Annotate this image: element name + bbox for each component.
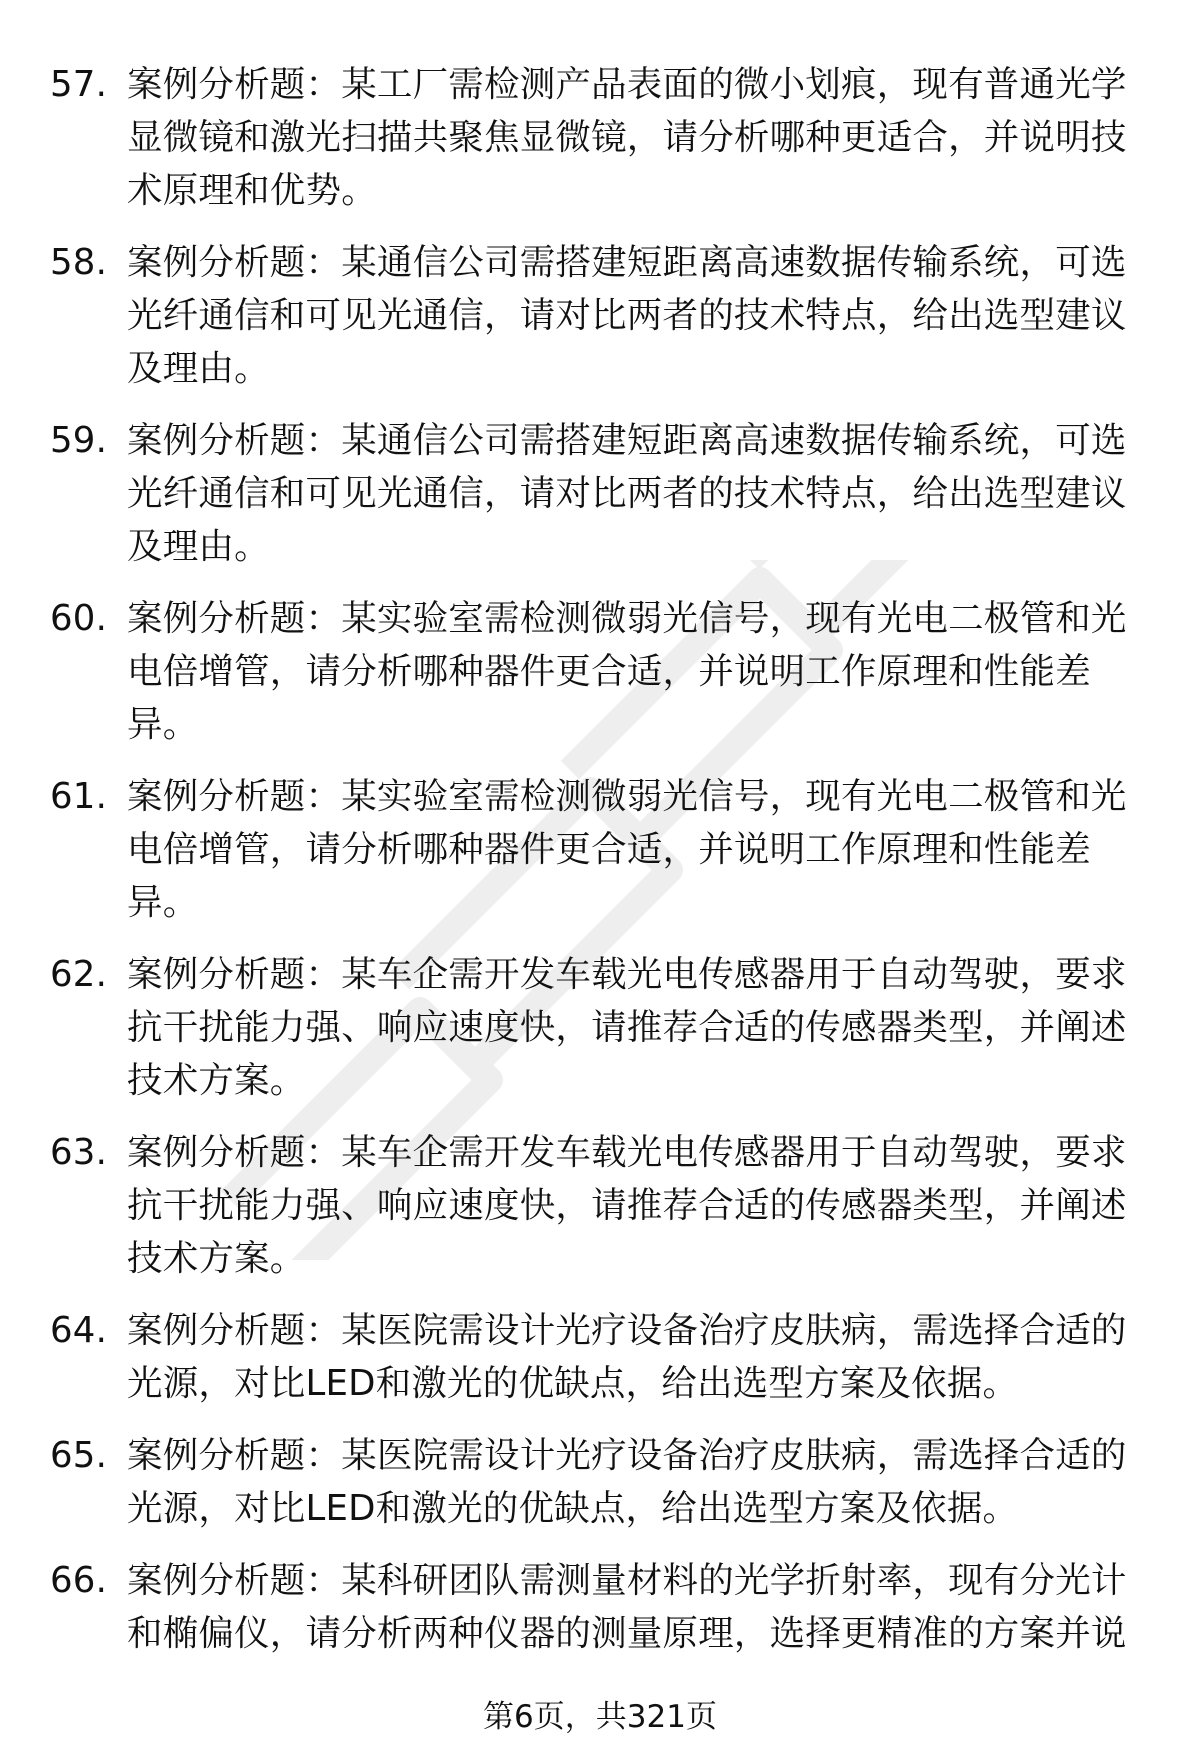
question-number: 65.: [50, 1435, 108, 1476]
question-item: [50, 948, 1160, 1107]
page-footer: [0, 1693, 1200, 1741]
question-text: 案例分析题：某医院需设计光疗设备治疗皮肤病，需选择合适的光源，对比LED和激光的优缺点，给出选型方案及依据。: [127, 1435, 1127, 1529]
question-number: 60.: [50, 598, 108, 639]
question-number: 59.: [50, 420, 108, 461]
question-list: [50, 58, 1160, 1679]
question-number: 58.: [50, 242, 108, 283]
question-item: [50, 770, 1160, 929]
question-text: 案例分析题：某工厂需检测产品表面的微小划痕，现有普通光学显微镜和激光扫描共聚焦显微镜，请分析哪种更适合，并说明技术原理和优势。: [127, 64, 1127, 211]
question-text: 案例分析题：某医院需设计光疗设备治疗皮肤病，需选择合适的光源，对比LED和激光的优缺点，给出选型方案及依据。: [127, 1310, 1127, 1404]
question-item: [50, 592, 1160, 751]
question-text: 案例分析题：某通信公司需搭建短距离高速数据传输系统，可选光纤通信和可见光通信，请对比两者的技术特点，给出选型建议及理由。: [127, 242, 1127, 389]
question-item: [50, 1429, 1160, 1535]
question-text: 案例分析题：某通信公司需搭建短距离高速数据传输系统，可选光纤通信和可见光通信，请对比两者的技术特点，给出选型建议及理由。: [127, 420, 1127, 567]
question-text: 案例分析题：某车企需开发车载光电传感器用于自动驾驶，要求抗干扰能力强、响应速度快，请推荐合适的传感器类型，并阐述技术方案。: [127, 1132, 1127, 1279]
page-number-label: 第6页，共321页: [483, 1699, 717, 1735]
question-item: [50, 414, 1160, 573]
question-item: [50, 1126, 1160, 1285]
question-text: 案例分析题：某科研团队需测量材料的光学折射率，现有分光计和椭偏仪，请分析两种仪器的测量原理，选择更精准的方案并说: [127, 1560, 1127, 1654]
question-text: 案例分析题：某实验室需检测微弱光信号，现有光电二极管和光电倍增管，请分析哪种器件更合适，并说明工作原理和性能差异。: [127, 776, 1127, 923]
question-text: 案例分析题：某车企需开发车载光电传感器用于自动驾驶，要求抗干扰能力强、响应速度快，请推荐合适的传感器类型，并阐述技术方案。: [127, 954, 1127, 1101]
question-item: [50, 236, 1160, 395]
question-item: [50, 1304, 1160, 1410]
question-number: 63.: [50, 1132, 108, 1173]
question-number: 57.: [50, 64, 108, 105]
question-number: 66.: [50, 1560, 108, 1601]
question-number: 62.: [50, 954, 108, 995]
question-text: 案例分析题：某实验室需检测微弱光信号，现有光电二极管和光电倍增管，请分析哪种器件更合适，并说明工作原理和性能差异。: [127, 598, 1127, 745]
question-number: 61.: [50, 776, 108, 817]
question-item: [50, 58, 1160, 217]
question-number: 64.: [50, 1310, 108, 1351]
question-item: [50, 1554, 1160, 1660]
